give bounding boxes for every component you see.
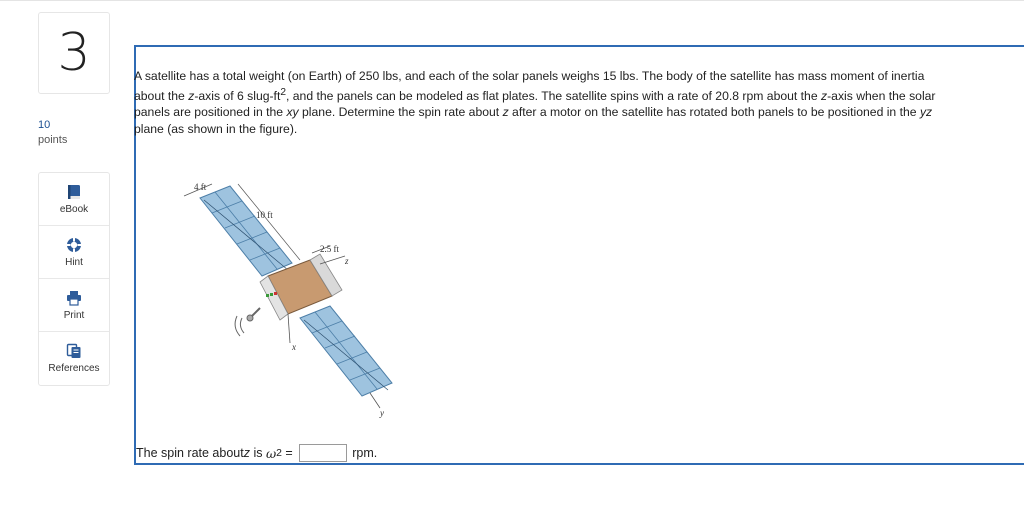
question-text-part: -axis of 6 slug-ft	[194, 88, 281, 103]
answer-var-z: z	[243, 446, 250, 460]
axis-label-y: y	[380, 408, 384, 418]
question-text-part: plane (as shown in the figure).	[134, 121, 298, 136]
satellite-figure	[170, 168, 410, 428]
question-text-part: A satellite has a total weight (on Earth) of 250 lbs, and each of the solar panels weighs 15 lbs. The body of the satellite has mass moment of inertia about the	[134, 69, 925, 103]
question-text-var: z	[821, 88, 828, 103]
answer-mid: is	[249, 446, 266, 460]
answer-equals: =	[281, 446, 297, 460]
question-text-sup: 2	[280, 86, 286, 98]
question-text-var: z	[188, 88, 195, 103]
question-text-part: , and the panels can be modeled as flat plates. The satellite spins with a rate of 20.8 rpm about the	[286, 88, 822, 103]
answer-row	[136, 444, 377, 462]
question-text-var: z	[502, 105, 509, 120]
top-divider	[0, 0, 1024, 1]
ebook-label: eBook	[59, 203, 89, 215]
answer-omega: ω	[265, 445, 277, 461]
hint-button[interactable]	[39, 226, 109, 279]
book-icon	[66, 184, 82, 200]
hint-label: Hint	[65, 256, 83, 268]
answer-subscript: 2	[276, 447, 282, 459]
axis-label-x: x	[292, 342, 296, 352]
points-label: points	[38, 134, 68, 146]
question-text-var: yz	[919, 105, 933, 120]
lower-solar-panel	[300, 306, 392, 396]
answer-prefix: The spin rate about	[136, 446, 244, 460]
printer-icon	[66, 290, 82, 306]
dim-label-length: 10 ft	[256, 210, 273, 220]
dim-label-width: 4 ft	[194, 182, 207, 192]
axis-label-z: z	[345, 256, 349, 266]
question-text-part: plane. Determine the spin rate about	[298, 105, 503, 120]
x-axis-line	[288, 314, 290, 343]
points-info	[38, 118, 67, 148]
question-number: 3	[57, 23, 91, 83]
antenna	[235, 308, 260, 336]
answer-unit: rpm.	[352, 446, 378, 460]
print-button[interactable]	[39, 279, 109, 332]
question-number-card	[38, 12, 110, 94]
tools-panel	[38, 172, 110, 386]
ebook-button[interactable]	[39, 173, 109, 226]
lifebuoy-icon	[66, 237, 82, 253]
question-text-var: xy	[286, 105, 299, 120]
points-value: 10	[38, 119, 51, 131]
question-text-part: after a motor on the satellite has rotated both panels to be positioned in the	[508, 105, 920, 120]
y-axis-line	[370, 393, 380, 408]
question-text	[134, 68, 954, 137]
documents-icon	[66, 343, 82, 359]
references-label: References	[48, 363, 100, 374]
dim-label-body: 2.5 ft	[320, 244, 339, 254]
spin-rate-input[interactable]	[299, 444, 347, 462]
references-button[interactable]	[39, 332, 109, 385]
print-label: Print	[63, 309, 85, 321]
upper-solar-panel	[200, 186, 292, 276]
question-text-part: -axis when the solar panels are positioned in the	[134, 88, 936, 120]
